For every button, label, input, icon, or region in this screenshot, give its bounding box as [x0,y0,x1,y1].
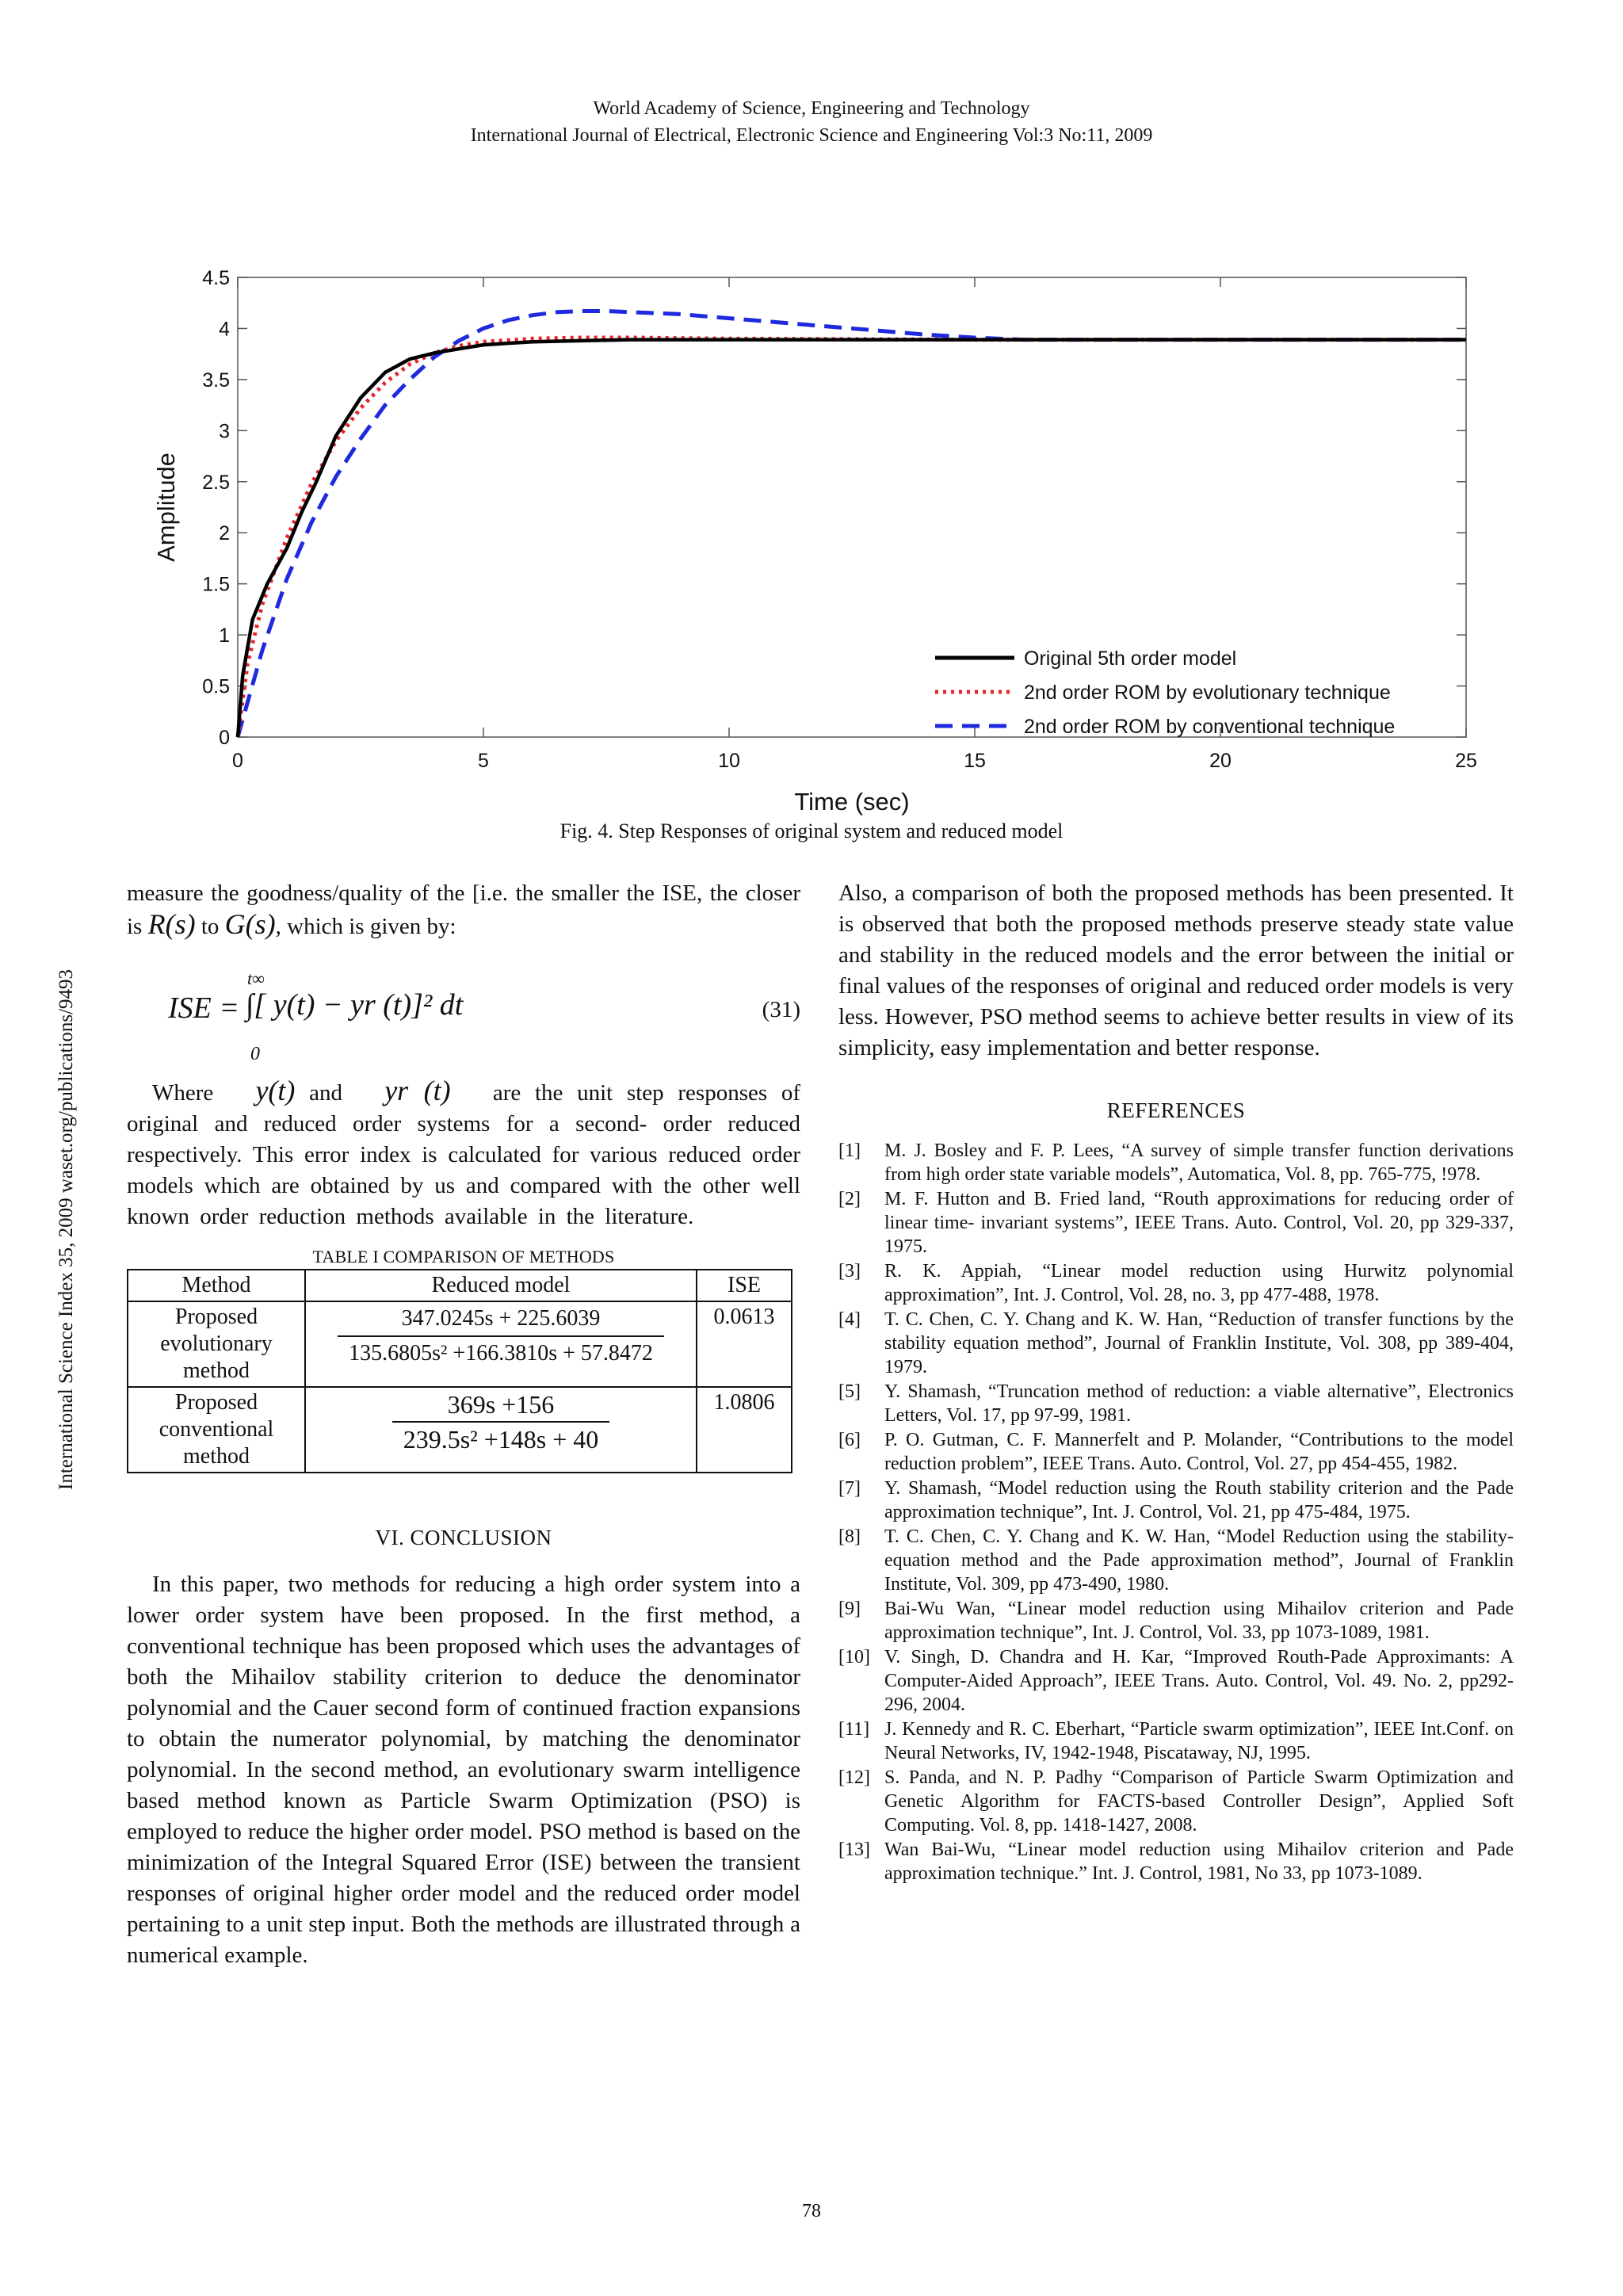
y-tick-label: 4 [219,318,230,341]
reference-item [838,1308,1514,1379]
intro-text: measure the goodness/quality of the [i.e. the smaller the ISE, the closer is [127,881,800,939]
reference-item [838,1139,1514,1186]
ise-lhs: ISE = [168,991,240,1025]
side-index-text: International Science Index 35, 2009 waset.org/publications/9493 [55,968,77,1490]
table-header-model: Reduced model [305,1270,697,1301]
y-of-t: y(t) [255,1075,296,1106]
reference-text: Y. Shamash, “Model reduction using the Routh stability criterion and the Pade approximation technique”, Int. J. Control, Vol. 21, pp 475-484, 1975. [884,1478,1514,1522]
step-response-chart [143,262,1490,816]
reference-text: V. Singh, D. Chandra and H. Kar, “Improved Routh-Pade Approximants: A Computer-Aided Approach”, IEEE Trans. Auto. Control, Vol. 49. No. 2, pp292-296, 2004. [884,1647,1514,1715]
reference-text: S. Panda, and N. P. Padhy “Comparison of Particle Swarm Optimization and Genetic Algorithm for FACTS-based Controller Design”, Applied Soft Computing. Vol. 8, pp. 1418-1427, 2008. [884,1767,1514,1836]
reference-number: [2] [838,1189,861,1209]
ise-equation [127,955,800,1066]
table-header-row [128,1270,792,1301]
reference-item [838,1187,1514,1259]
reference-number: [3] [838,1261,861,1282]
x-tick-label: 20 [1209,750,1232,772]
row1-numerator: 347.0245s + 225.6039 [338,1304,664,1337]
reference-item [838,1766,1514,1837]
reference-item [838,1838,1514,1885]
reference-item [838,1259,1514,1307]
reference-text: Wan Bai-Wu, “Linear model reduction using Mihailov criterion and Pade approximation technique.” Int. J. Control, 1981, No 33, pp 1073-1089. [884,1839,1514,1884]
equation-number: (31) [762,997,800,1022]
conclusion-paragraph: In this paper, two methods for reducing a high order system into a lower order system have been proposed. In the first method, a conventional technique has been proposed which uses the advantages of both the Mihailov stability criterion to deduce the denominator polynomial and the Cauer second form of continued fraction expansions to obtain the numerator polynomial, by matching the denominator polynomial. In the second method, an evolutionary swarm intelligence based method known as Particle Swarm Optimization (PSO) is employed to reduce the higher order model. PSO method is based on the minimization of the Integral Squared Error (ISE) between the transient responses of original higher order model and the reduced order model pertaining to a unit step input. Both the methods are illustrated through a numerical example. [127,1572,800,1968]
journal-header-line1: World Academy of Science, Engineering and Technology [593,98,1030,119]
reference-text: Bai-Wu Wan, “Linear model reduction using Mihailov criterion and Pade approximation technique”, Int. J. Control, Vol. 33, pp 1073-1089, 1981. [884,1599,1514,1643]
g-of-s: G(s) [224,908,276,940]
ise-integrand: ∫[ y(t) − yr (t)]² dt [246,988,464,1022]
where-body: original and reduced order systems for a second- order reduced respectively. This error index is calculated for various reduced order models which are obtained by us and compared with the other well known order reduction methods available in the literature. [127,1111,800,1229]
x-tick-label: 15 [964,750,986,772]
reference-number: [5] [838,1381,861,1402]
y-tick-label: 1 [219,625,230,648]
reference-text: M. F. Hutton and B. Fried land, “Routh approximations for reducing order of linear time- invariant systems”, IEEE Trans. Auto. Control, Vol. 20, pp 329-337, 1975. [884,1189,1514,1257]
row1-fraction [338,1304,664,1369]
row1-ise: 0.0613 [697,1301,792,1387]
left-column [127,878,800,1971]
ise-upper-limit: t∞ [247,968,265,988]
intro-paragraph [127,878,800,942]
reference-text: T. C. Chen, C. Y. Chang and K. W. Han, “Reduction of transfer functions by the stability equation method”, Journal of Franklin Institute, Vol. 308, pp 389-404, 1979. [884,1309,1514,1377]
to-word: to [200,914,220,939]
conclusion-heading: VI. CONCLUSION [375,1526,552,1549]
y-tick-label: 3.5 [202,369,230,392]
y-tick-label: 0 [219,727,230,749]
reference-text: P. O. Gutman, C. F. Mannerfelt and P. Molander, “Contributions to the model reduction problem”, IEEE Trans. Auto. Control, Vol. 27, pp 454-455, 1982. [884,1430,1514,1474]
x-tick-label: 5 [478,750,489,772]
y-tick-label: 3 [219,420,230,443]
reference-number: [10] [838,1647,870,1668]
page-number: 78 [802,2201,821,2222]
figure-caption: Fig. 4. Step Responses of original system and reduced model [559,819,1064,842]
reference-text: J. Kennedy and R. C. Eberhart, “Particle swarm optimization”, IEEE Int.Conf. on Neural Networks, IV, 1942-1948, Piscataway, NJ, 1995. [884,1719,1514,1763]
reference-text: Y. Shamash, “Truncation method of reduction: a viable alternative”, Electronics Letters, Vol. 17, pp 97-99, 1981. [884,1381,1514,1426]
comparison-table [127,1269,792,1473]
y-tick-label: 4.5 [202,267,230,289]
x-axis-label: Time (sec) [794,788,910,816]
x-tick-label: 10 [718,750,740,772]
y-axis-label: Amplitude [152,453,180,562]
row2-fraction [392,1389,610,1454]
plot-area [238,277,1466,737]
row2-method: Proposed conventional method [128,1387,305,1473]
right-column [838,878,1514,1886]
intro-end: , which is given by: [275,914,456,939]
table-caption: TABLE I COMPARISON OF METHODS [312,1247,615,1266]
r-of-s: R(s) [147,908,196,940]
reference-text: M. J. Bosley and F. P. Lees, “A survey of simple transfer function derivations from high order state variable models”, Automatica, Vol. 8, pp. 765-775, !978. [884,1140,1514,1185]
y-tick-label: 2.5 [202,471,230,494]
yr-of-t: yr (t) [384,1075,451,1106]
references-list [838,1139,1514,1885]
row2-ise: 1.0806 [697,1387,792,1473]
reference-number: [6] [838,1430,861,1450]
reference-item [838,1525,1514,1596]
reference-number: [7] [838,1478,861,1499]
and-word: and [309,1080,343,1106]
where-paragraph [127,1075,800,1232]
reference-number: [1] [838,1140,861,1161]
row2-numerator: 369s +156 [392,1389,610,1423]
legend-label-1: Original 5th order model [1024,648,1237,670]
reference-item [838,1645,1514,1717]
row1-method: Proposed evolutionary method [128,1301,305,1387]
legend-label-2: 2nd order ROM by evolutionary technique [1024,682,1391,704]
where-after: are the unit step responses of [492,1080,801,1106]
comparison-paragraph: Also, a comparison of both the proposed methods has been presented. It is observed that both the proposed methods preserve steady state value and stability in the reduced models and the error between the initial or final values of the responses of original and reduced order models is very less. However, PSO method seems to achieve better results in view of its simplicity, easy implementation and better response. [838,881,1514,1060]
y-tick-label: 0.5 [202,675,230,698]
reference-item [838,1428,1514,1476]
row2-model [305,1387,697,1473]
reference-number: [9] [838,1599,861,1619]
ise-lower-limit: 0 [250,1044,260,1064]
row1-model [305,1301,697,1387]
reference-item [838,1597,1514,1645]
journal-header-line2: International Journal of Electrical, Electronic Science and Engineering Vol:3 No:11, 2009 [470,125,1153,146]
reference-item [838,1477,1514,1524]
references-heading: REFERENCES [1106,1098,1246,1122]
y-tick-label: 2 [219,522,230,545]
row2-denominator: 239.5s² +148s + 40 [403,1425,599,1454]
x-tick-label: 0 [232,750,243,772]
table-row [128,1387,792,1473]
reference-text: T. C. Chen, C. Y. Chang and K. W. Han, “Model Reduction using the stability-equation method and the Pade approximation method”, Journal of Franklin Institute, Vol. 309, pp 473-490, 1980. [884,1526,1514,1595]
table-header-method: Method [128,1270,305,1301]
reference-number: [4] [838,1309,861,1330]
row1-denominator: 135.6805s² +166.3810s + 57.8472 [349,1341,653,1366]
reference-number: [13] [838,1839,870,1860]
where-word: Where [152,1080,214,1106]
x-tick-label: 25 [1455,750,1477,772]
reference-number: [12] [838,1767,870,1788]
table-row [128,1301,792,1387]
y-tick-label: 1.5 [202,573,230,596]
legend-label-3: 2nd order ROM by conventional technique [1024,716,1396,738]
reference-item [838,1380,1514,1427]
table-header-ise: ISE [697,1270,792,1301]
reference-item [838,1717,1514,1765]
reference-text: R. K. Appiah, “Linear model reduction using Hurwitz polynomial approximation”, Int. J. Control, Vol. 28, no. 3, pp 477-488, 1978. [884,1261,1514,1305]
reference-number: [8] [838,1526,861,1547]
reference-number: [11] [838,1719,870,1740]
